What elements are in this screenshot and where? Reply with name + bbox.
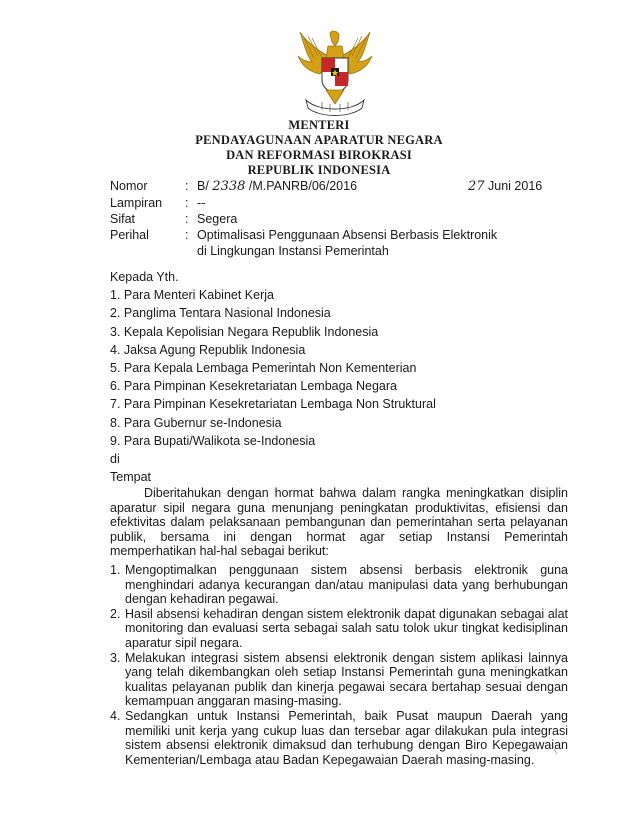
point-number: 4.: [110, 708, 121, 723]
letter-date: [468, 178, 542, 195]
recipient-item: 6. Para Pimpinan Kesekretariatan Lembaga Negara: [110, 379, 397, 394]
recipient-item: 8. Para Gubernur se-Indonesia: [110, 415, 282, 430]
perihal-value: [197, 227, 550, 259]
perihal-line-2: di Lingkungan Instansi Pemerintah: [197, 244, 389, 258]
letterhead-line-4: REPUBLIK INDONESIA: [247, 163, 391, 177]
point-number: 3.: [110, 650, 121, 665]
letterhead: [0, 118, 638, 178]
date-month-year: Juni 2016: [488, 179, 543, 193]
emblem-tail: [326, 90, 344, 104]
point-item: [110, 709, 568, 767]
recipient-item: 2. Panglima Tentara Nasional Indonesia: [110, 306, 331, 321]
recipients-tempat: Tempat: [110, 470, 151, 485]
nomor-handwritten-number: 2338: [212, 179, 246, 194]
point-item: [110, 607, 568, 651]
perihal-row: [110, 227, 550, 259]
recipient-item: 7. Para Pimpinan Kesekretariatan Lembaga Non Struktural: [110, 397, 436, 412]
perihal-label: Perihal: [110, 228, 149, 242]
sifat-label: Sifat: [110, 212, 136, 226]
point-text: Sedangkan untuk Instansi Pemerintah, baik Pusat maupun Daerah yang memiliki unit kerja yang cukup luas dan tersebar agar dilakukan pula integrasi sistem absensi elektronik dimaksud dan terhubung dengan Biro Kepegawaian Kementerian/Lembaga atau Badan Kepegawaian Daerah masing-masing.: [125, 708, 568, 767]
letterhead-line-1: MENTERI: [288, 118, 350, 132]
recipient-item: 4. Jaksa Agung Republik Indonesia: [110, 342, 306, 357]
recipient-item: 5. Para Kepala Lembaga Pemerintah Non Kementerian: [110, 361, 417, 376]
perihal-line-1: Optimalisasi Penggunaan Absensi Berbasis Elektronik: [197, 228, 498, 242]
letter-body: [110, 486, 568, 767]
date-handwritten-day: 27: [468, 179, 485, 194]
point-item: [110, 651, 568, 709]
point-number: 1.: [110, 562, 121, 577]
point-text: Mengoptimalkan penggunaan sistem absensi berbasis elektronik guna menghindari adanya kecurangan dan/atau manipulasi data yang berhubungan dengan kehadiran pegawai.: [125, 562, 568, 607]
emblem-head: [330, 31, 339, 46]
recipient-item: 9. Para Bupati/Walikota se-Indonesia: [110, 433, 316, 448]
nomor-suffix: /M.PANRB/06/2016: [248, 179, 358, 193]
recipients-block: [110, 268, 570, 486]
sifat-row: [110, 211, 550, 227]
lampiran-value: --: [197, 196, 206, 210]
pen-mark: [552, 748, 560, 756]
point-text: Melakukan integrasi sistem absensi elektronik dengan sistem aplikasi lainnya yang telah dikembangkan oleh setiap Instansi Pemerintah guna meningkatkan kualitas pelayanan publik dan kinerja pegawai secara bertahap sesuai dengan kemampuan anggaran masing-masing.: [125, 650, 568, 709]
recipients-di: di: [110, 452, 120, 467]
point-item: [110, 563, 568, 607]
letterhead-line-3: DAN REFORMASI BIROKRASI: [226, 148, 412, 162]
nomor-prefix: B/: [197, 179, 209, 193]
recipient-item: 1. Para Menteri Kabinet Kerja: [110, 288, 274, 303]
nomor-label: Nomor: [110, 179, 148, 193]
lampiran-row: [110, 195, 550, 211]
garuda-emblem: [292, 28, 378, 120]
letterhead-line-2: PENDAYAGUNAAN APARATUR NEGARA: [195, 133, 443, 147]
emblem-shield: [322, 58, 348, 94]
point-text: Hasil absensi kehadiran dengan sistem elektronik dapat digunakan sebagai alat monitoring dan evaluasi serta sebagai salah satu tolok ukur tingkat kedisiplinan aparatur sipil negara.: [125, 606, 568, 650]
perihal-colon: :: [185, 228, 189, 242]
intro-paragraph: Diberitahukan dengan hormat bahwa dalam rangka meningkatkan disiplin aparatur sipil negara guna menunjang peningkatan produktivitas, efisiensi dan efektivitas dalam pelaksanaan pembangunan dan pemerintahan serta pelayanan publik, bersama ini dengan hormat agar setiap Instansi Pemerintah memperhatikan hal-hal sebagai berikut:: [110, 486, 568, 559]
point-number: 2.: [110, 606, 121, 621]
nomor-colon: :: [185, 179, 189, 193]
recipient-item: 3. Kepala Kepolisian Negara Republik Indonesia: [110, 324, 379, 339]
sifat-colon: :: [185, 212, 189, 226]
sifat-value: Segera: [197, 212, 238, 226]
recipients-greeting: Kepada Yth.: [110, 270, 179, 284]
lampiran-colon: :: [185, 196, 189, 210]
lampiran-label: Lampiran: [110, 196, 163, 210]
